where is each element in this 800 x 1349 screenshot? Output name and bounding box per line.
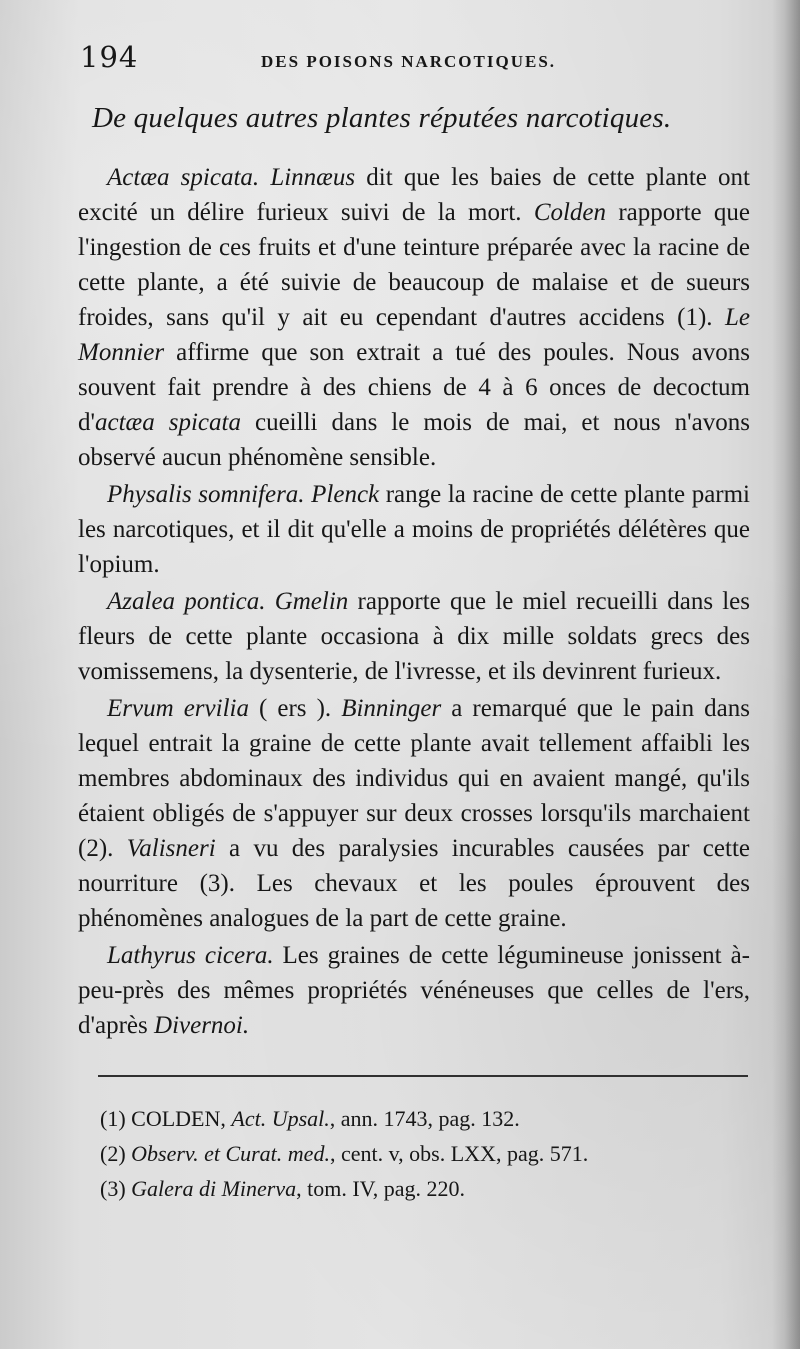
paragraph-lathyrus-segment-0: Lathyrus cicera. xyxy=(107,941,274,969)
page-number: 194 xyxy=(80,40,139,74)
paragraph-ervum-segment-5: a vu des paralysies incurables causées par cette nourriture (3). Les chevaux et les poules éprouvent des phénomènes analogues de la part de cette graine. xyxy=(78,834,750,932)
paragraph-physalis-segment-0: Physalis somnifera. xyxy=(107,480,305,508)
footnotes xyxy=(78,1101,750,1206)
paragraph-azalea-segment-1 xyxy=(265,588,274,615)
paragraph-azalea-segment-0: Azalea pontica. xyxy=(107,587,266,615)
paragraph-lathyrus-segment-2: Divernoi. xyxy=(154,1011,250,1039)
paragraph-azalea-segment-3: rapporte que le miel recueilli dans les fleurs de cette plante occasiona à dix mille soldats grecs des vomissemens, la dysenterie, de l'ivresse, et ils devinrent furieux. xyxy=(78,587,751,685)
paragraph-actaea-segment-4: Colden xyxy=(533,198,607,226)
footnote-divider xyxy=(98,1075,748,1077)
footnote-3-segment-0: (3) xyxy=(100,1175,132,1201)
running-title: DES POISONS NARCOTIQUES. xyxy=(261,52,557,71)
paragraph-physalis-segment-2: Plenck xyxy=(311,480,380,508)
paragraph-lathyrus xyxy=(78,938,750,1043)
section-title: De quelques autres plantes réputées narcotiques. xyxy=(92,102,672,134)
paragraph-ervum-segment-0: Ervum ervilia xyxy=(107,694,249,722)
page-content xyxy=(78,40,750,1206)
footnote-2-segment-1: Observ. et Curat. med. xyxy=(131,1140,330,1166)
body-text xyxy=(78,160,750,1043)
footnote-3-segment-2: , tom. IV, pag. 220. xyxy=(296,1175,465,1201)
footnote-3 xyxy=(100,1171,750,1206)
paragraph-ervum-segment-2: Binninger xyxy=(341,694,442,722)
paragraph-actaea-segment-3: dit que les baies de cette plante ont excité un délire furieux suivi de la mort. xyxy=(78,163,750,226)
paragraph-ervum-segment-3: a remarqué que le pain dans lequel entrait la graine de cette plante avait tellement affaibli les membres abdominaux des individus qui en avaient mangé, qu'ils étaient obligés de s'appuyer sur deux crosses lorsqu'ils marchaient (2). xyxy=(78,694,750,862)
paragraph-actaea-segment-1 xyxy=(259,164,270,191)
footnote-3-segment-1: Galera di Minerva xyxy=(131,1175,297,1201)
page-spine-shadow xyxy=(772,0,800,1349)
paragraph-actaea-segment-7: affirme que son extrait a tué des poules. Nous avons souvent fait prendre à des chiens de 4 à 6 onces de decoctum d' xyxy=(78,338,750,436)
paragraph-ervum-segment-4: Valisneri xyxy=(126,834,216,862)
paragraph-actaea-segment-6: Le Monnier xyxy=(78,303,750,366)
footnote-1-segment-2: , ann. 1743, pag. 132. xyxy=(329,1105,520,1131)
paragraph-azalea xyxy=(78,584,750,689)
paragraph-physalis xyxy=(78,477,750,582)
footnote-2-segment-0: (2) xyxy=(100,1140,132,1166)
footnote-2-segment-2: , cent. v, obs. LXX, pag. 571. xyxy=(329,1140,589,1166)
running-head xyxy=(78,40,750,78)
paragraph-azalea-segment-2: Gmelin xyxy=(274,587,349,615)
paragraph-actaea xyxy=(78,160,750,475)
footnote-1 xyxy=(100,1101,750,1136)
paragraph-actaea-segment-5: rapporte que l'ingestion de ces fruits et d'une teinture préparée avec la racine de cette plante, a été suivie de beaucoup de malaise et de sueurs froides, sans qu'il y ait eu cependant d'autres accidens (1). xyxy=(78,198,750,331)
paragraph-actaea-segment-2: Linnæus xyxy=(270,163,356,191)
paragraph-lathyrus-segment-1: Les graines de cette légumineuse jonissent à-peu-près des mêmes propriétés vénéneuses que celles de l'ers, d'après xyxy=(78,941,750,1039)
paragraph-actaea-segment-8: actæa spicata xyxy=(95,408,241,436)
paragraph-actaea-segment-0: Actæa spicata. xyxy=(107,163,260,191)
paragraph-physalis-segment-3: range la racine de cette plante parmi les narcotiques, et il dit qu'elle a moins de propriétés délétères que l'opium. xyxy=(78,480,751,578)
paragraph-ervum xyxy=(78,691,750,936)
footnote-1-segment-1: Act. Upsal. xyxy=(231,1105,330,1131)
paragraph-ervum-segment-1: ( ers ). xyxy=(248,694,342,722)
footnote-2 xyxy=(100,1136,750,1171)
paragraph-actaea-segment-9: cueilli dans le mois de mai, et nous n'avons observé aucun phénomène sensible. xyxy=(78,408,750,471)
footnote-1-segment-0: (1) COLDEN, xyxy=(100,1105,232,1131)
